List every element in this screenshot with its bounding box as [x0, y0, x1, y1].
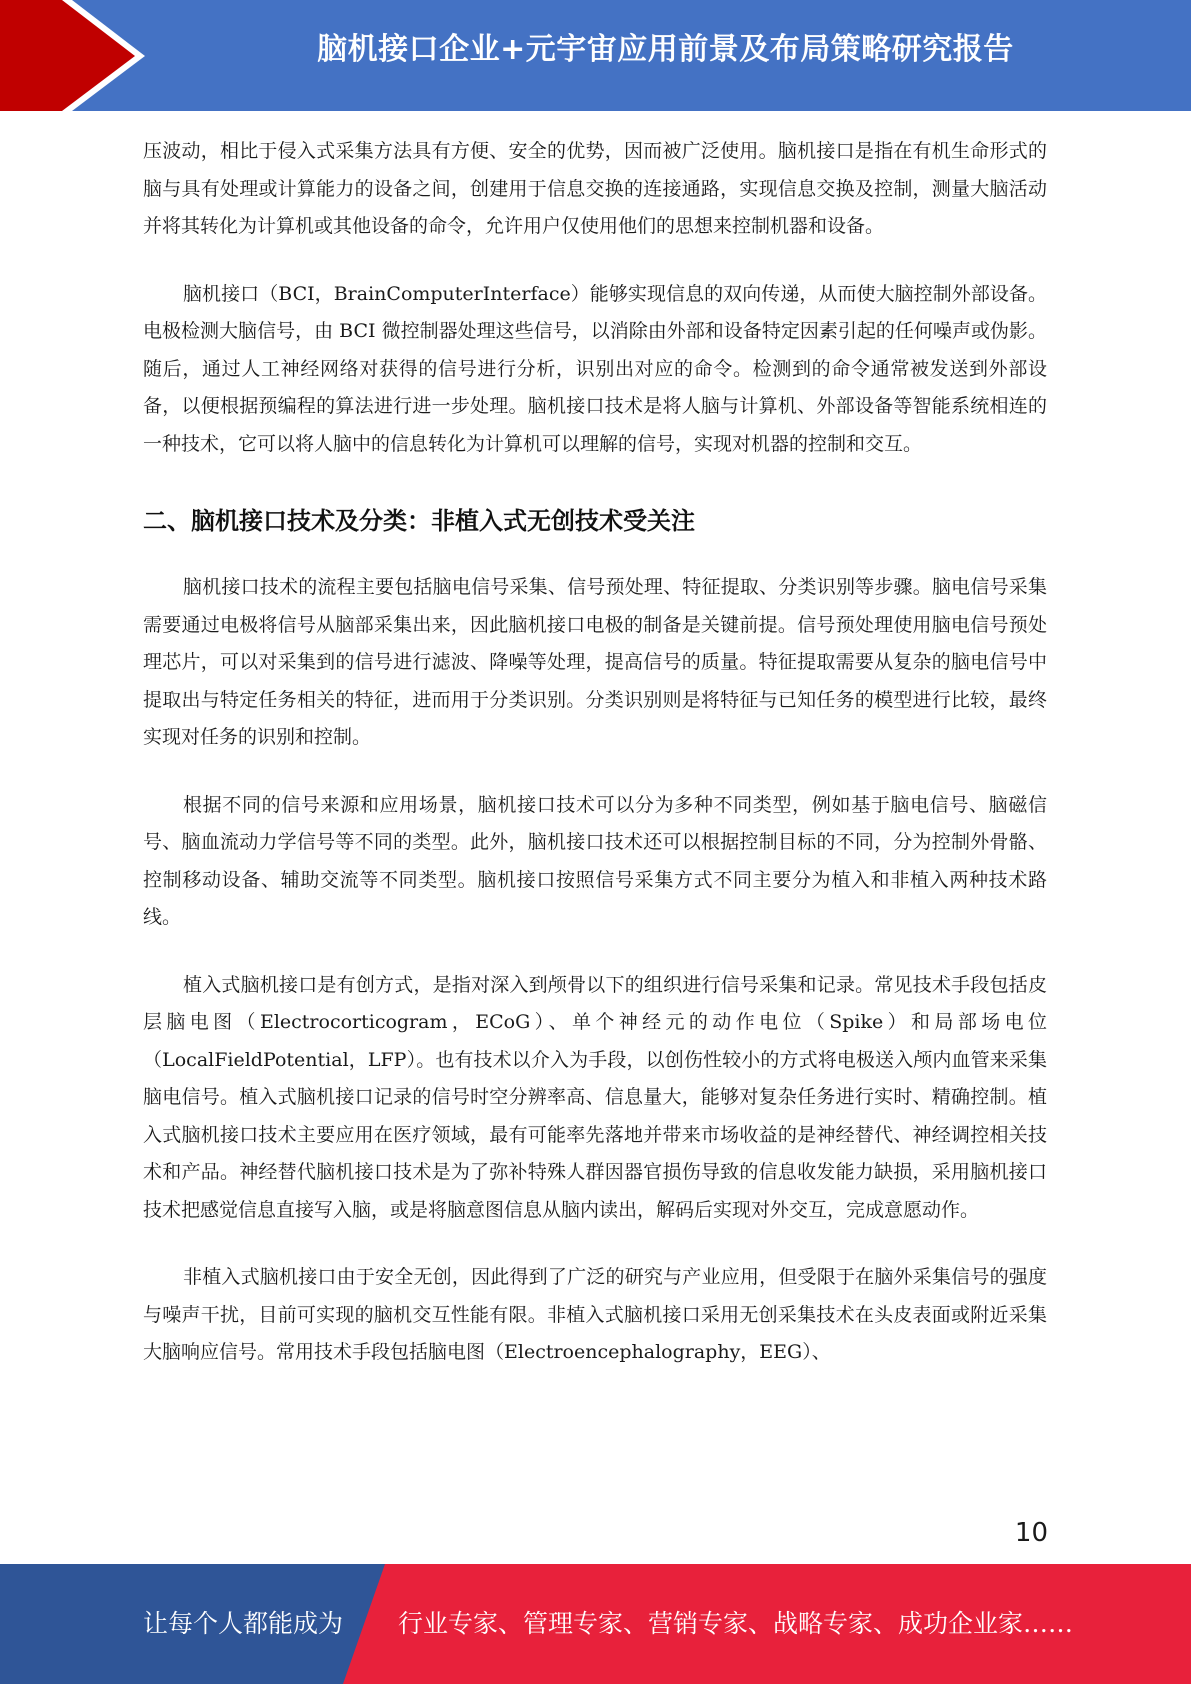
section-heading: 二、脑机接口技术及分类：非植入式无创技术受关注 [143, 507, 695, 535]
paragraph: 压波动，相比于侵入式采集方法具有方便、安全的优势，因而被广泛使用。脑机接口是指在有机生命形式的脑与具有处理或计算能力的设备之间，创建用于信息交换的连接通路，实现信息交换及控制，测量大脑活动并将其转化为计算机或其他设备的命令，允许用户仅使用他们的思想来控制机器和设备。 [143, 140, 1047, 237]
footer-slogan-right: 行业专家、管理专家、营销专家、战略专家、成功企业家…… [398, 1609, 1074, 1638]
paragraph: 非植入式脑机接口由于安全无创，因此得到了广泛的研究与产业应用，但受限于在脑外采集信号的强度与噪声干扰，目前可实现的脑机交互性能有限。非植入式脑机接口采用无创采集技术在头皮表面或附近采集大脑响应信号。常用技术手段包括脑电图（Electroencephalography，EEG）、 [143, 1266, 1047, 1363]
paragraph: 植入式脑机接口是有创方式，是指对深入到颅骨以下的组织进行信号采集和记录。常见技术手段包括皮层脑电图（Electrocorticogram，ECoG）、单个神经元的动作电位（Spike）和局部场电位（LocalFieldPotential，LFP）。也有技术以介入为手段，以创伤性较小的方式将电极送入颅内血管来采集脑电信号。植入式脑机接口记录的信号时空分辨率高、信息量大，能够对复杂任务进行实时、精确控制。植入式脑机接口技术主要应用在医疗领域，最有可能率先落地并带来市场收益的是神经替代、神经调控相关技术和产品。神经替代脑机接口技术是为了弥补特殊人群因器官损伤导致的信息收发能力缺损，采用脑机接口技术把感觉信息直接写入脑，或是将脑意图信息从脑内读出，解码后实现对外交互，完成意愿动作。 [143, 973, 1047, 1221]
paragraph: 脑机接口（BCI，BrainComputerInterface）能够实现信息的双向传递，从而使大脑控制外部设备。电极检测大脑信号，由 BCI 微控制器处理这些信号，以消除由外部和设备特定因素引起的任何噪声或伪影。随后，通过人工神经网络对获得的信号进行分析，识别出对应的命令。检测到的命令通常被发送到外部设备，以便根据预编程的算法进行进一步处理。脑机接口技术是将人脑与计算机、外部设备等智能系统相连的一种技术，它可以将人脑中的信息转化为计算机可以理解的信号，实现对机器的控制和交互。 [143, 282, 1047, 455]
paragraph: 脑机接口技术的流程主要包括脑电信号采集、信号预处理、特征提取、分类识别等步骤。脑电信号采集需要通过电极将信号从脑部采集出来，因此脑机接口电极的制备是关键前提。信号预处理使用脑电信号预处理芯片，可以对采集到的信号进行滤波、降噪等处理，提高信号的质量。特征提取需要从复杂的脑电信号中提取出与特定任务相关的特征，进而用于分类识别。分类识别则是将特征与已知任务的模型进行比较，最终实现对任务的识别和控制。 [143, 576, 1047, 748]
report-title: 脑机接口企业+元宇宙应用前景及布局策略研究报告 [317, 32, 1014, 67]
document-body [143, 133, 1047, 1372]
page-footer [0, 1564, 1191, 1684]
page-number: 10 [1014, 1518, 1048, 1548]
page-header [0, 0, 1191, 111]
footer-slogan-left: 让每个人都能成为 [143, 1609, 344, 1638]
paragraph: 根据不同的信号来源和应用场景，脑机接口技术可以分为多种不同类型，例如基于脑电信号、脑磁信号、脑血流动力学信号等不同的类型。此外，脑机接口技术还可以根据控制目标的不同，分为控制外骨骼、控制移动设备、辅助交流等不同类型。脑机接口按照信号采集方式不同主要分为植入和非植入两种技术路线。 [143, 793, 1047, 928]
